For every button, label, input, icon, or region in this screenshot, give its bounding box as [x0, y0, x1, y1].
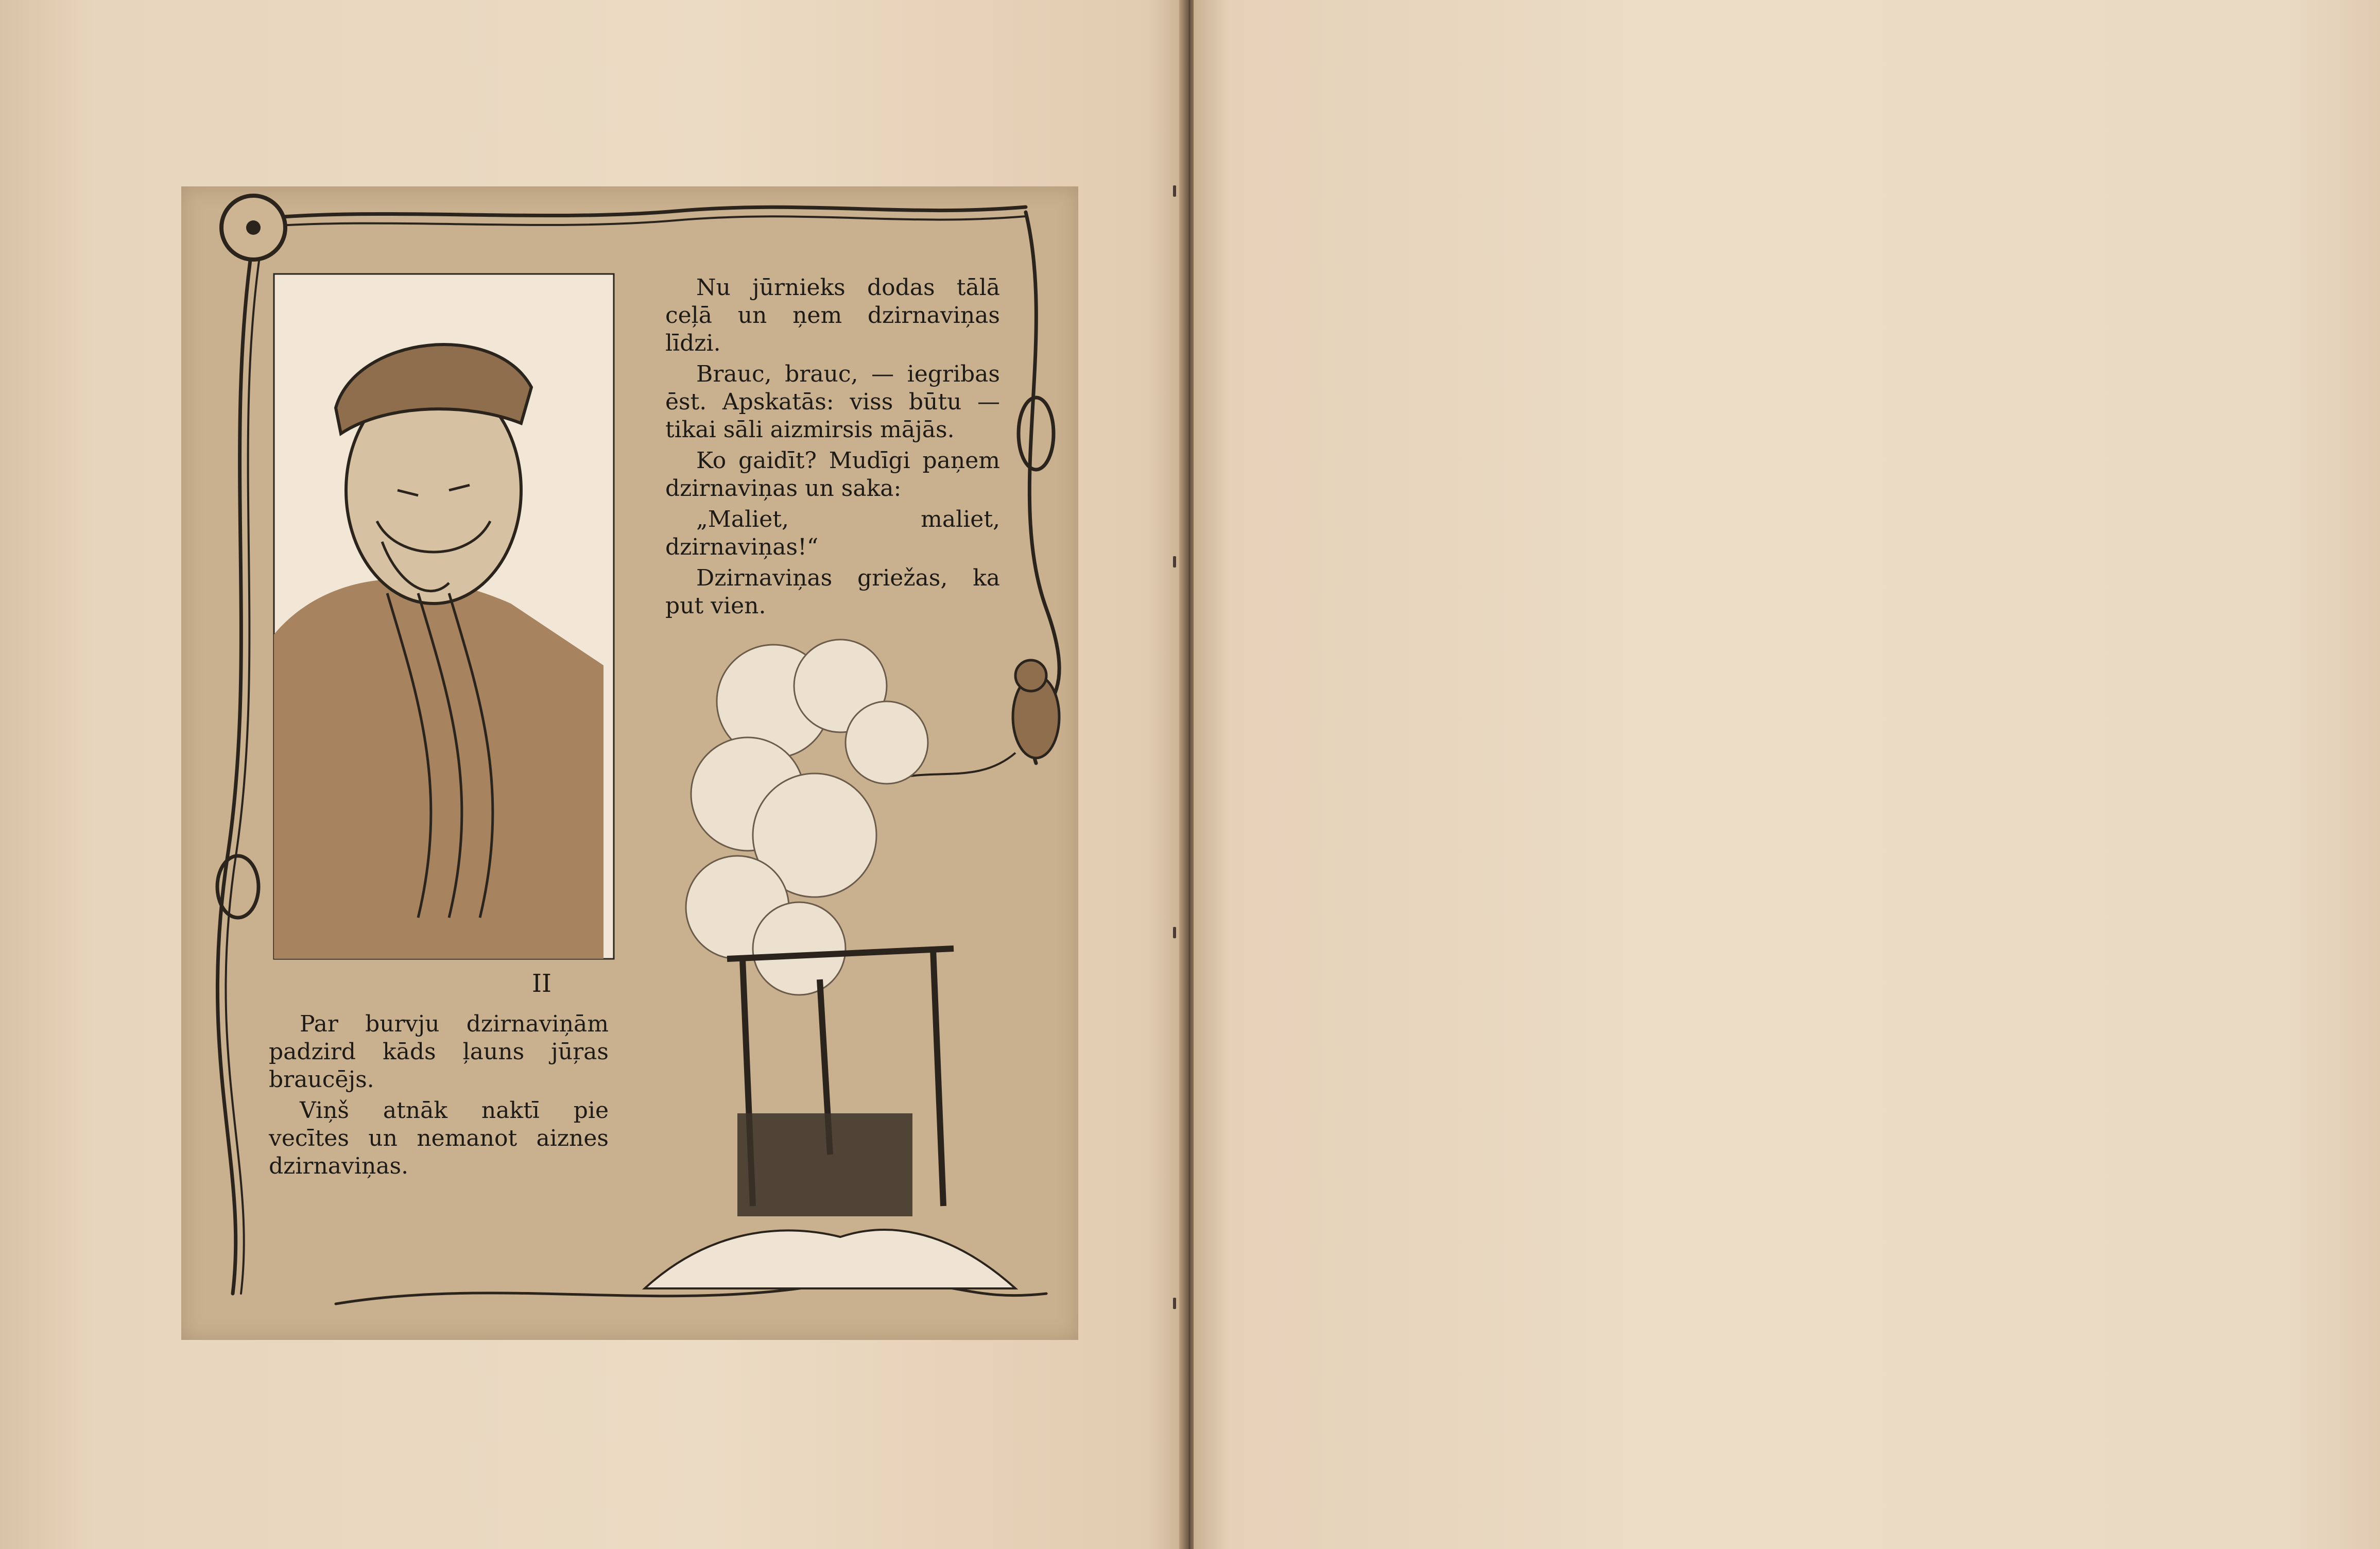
left-page-bottom-text — [269, 1010, 609, 1183]
paragraph: Nu jūrnieks dodas tālā ceļā un ņem dzirnaviņas līdzi. — [665, 274, 1000, 356]
binding-thread — [1173, 556, 1176, 567]
sailor-portrait-illustration — [264, 274, 624, 969]
pulley-icon — [221, 196, 285, 260]
salt-mill-illustration — [645, 640, 1015, 1299]
right-page — [1194, 0, 2380, 1549]
binding-thread — [1173, 927, 1176, 938]
binding-thread — [1173, 185, 1176, 197]
left-page — [0, 0, 1184, 1549]
paragraph: Brauc, brauc, — iegribas ēst. Apskatās: viss būtu — tikai sāli aizmirsis mājās. — [665, 361, 1000, 443]
paragraph: Par burvju dzirnaviņām padzird kāds ļauns jūŗas braucējs. — [269, 1011, 609, 1093]
chapter-number: II — [532, 969, 551, 998]
binding-thread — [1173, 1298, 1176, 1309]
left-illustrated-plate — [181, 186, 1078, 1340]
paragraph: Viņš atnāk naktī pie vecītes un nemanot aiznes dzirnaviņas. — [269, 1097, 609, 1179]
paragraph: „Maliet, maliet, dzirnaviņas!“ — [665, 506, 1000, 560]
left-page-top-text — [665, 274, 1000, 623]
paragraph: Ko gaidīt? Mudīgi paņem dzirnaviņas un saka: — [665, 448, 1000, 502]
paragraph: Dzirnaviņas griežas, ka put vien. — [665, 565, 1000, 619]
